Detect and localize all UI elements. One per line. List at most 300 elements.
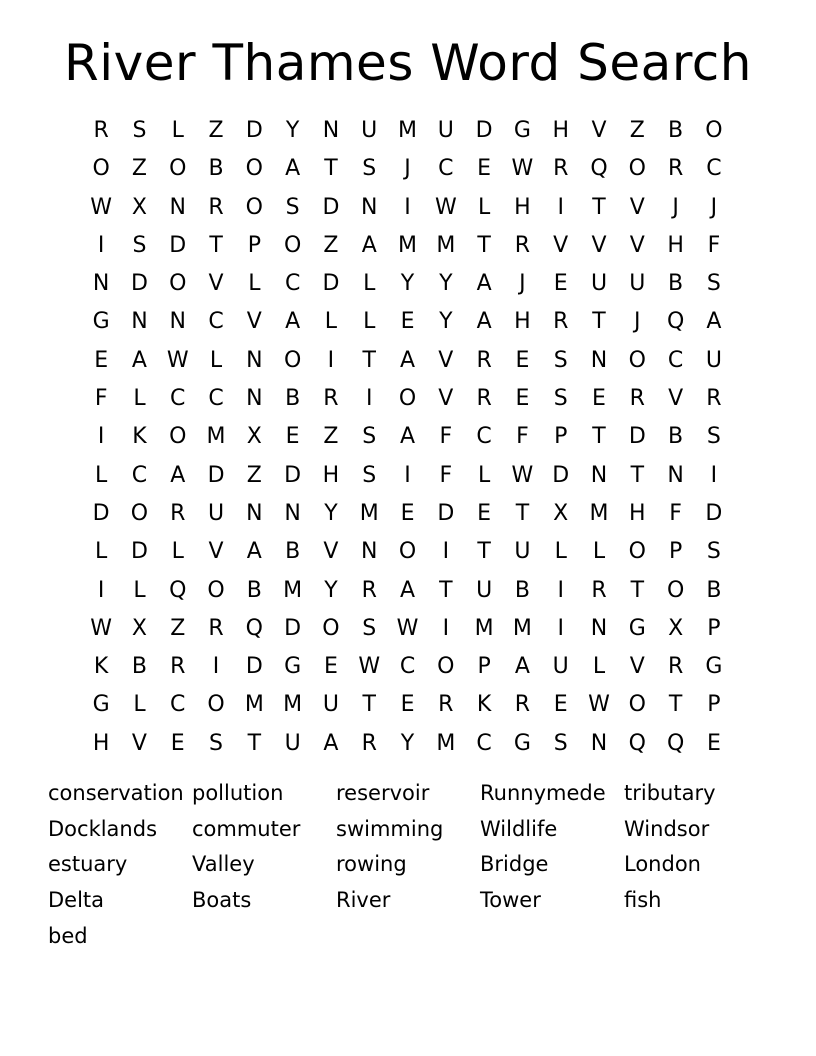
grid-letter: D [705,500,723,526]
grid-letter: Y [324,577,338,603]
grid-letter: R [170,500,186,526]
grid-letter: E [553,271,568,297]
grid-letter: F [439,462,453,488]
grid-letter: O [245,156,263,182]
grid-letter: E [285,424,300,450]
grid-letter: T [630,577,645,603]
grid-row [82,572,733,610]
grid-letter: I [404,462,411,488]
grid-letter: L [133,692,146,718]
grid-letter: N [169,309,186,335]
grid-letter: R [629,386,645,412]
grid-letter: E [323,654,338,680]
grid-letter: S [553,347,568,373]
grid-letter: O [169,424,187,450]
grid-letter: Z [131,156,147,182]
grid-letter: N [246,386,263,412]
grid-letter: R [93,118,109,143]
grid-letter: T [362,692,376,718]
word-list [48,776,768,954]
grid-letter: G [284,654,302,680]
grid-letter: I [212,654,220,680]
grid-letter: Z [323,232,339,258]
grid-letter: S [362,462,377,488]
grid-letter: N [246,347,263,373]
grid-letter: T [630,462,645,488]
grid-letter: N [590,462,608,488]
grid-letter: J [634,309,641,335]
grid-letter: R [591,577,607,603]
word-list-item: London [624,852,701,877]
grid-letter: I [442,539,450,565]
word-list-item: River [336,888,391,913]
grid-row [82,533,733,571]
grid-letter: K [93,654,109,680]
grid-letter: U [590,271,608,297]
grid-letter: F [439,424,453,450]
grid-letter: I [557,615,564,641]
grid-letter: C [438,156,454,182]
grid-letter: S [706,424,721,450]
grid-letter: O [245,194,263,220]
grid-letter: I [404,194,411,220]
grid-letter: C [208,386,224,412]
grid-letter: L [554,539,567,565]
grid-letter: E [400,309,415,335]
grid-letter: B [208,156,224,182]
grid-letter: D [169,232,187,258]
grid-letter: T [668,692,683,718]
grid-letter: M [474,615,494,641]
grid-letter: S [362,156,377,182]
grid-letter: J [519,271,526,297]
grid-letter: C [476,730,492,756]
grid-letter: O [705,118,723,143]
grid-letter: U [437,118,454,143]
grid-letter: O [169,156,187,182]
grid-row [82,150,733,188]
grid-letter: R [514,692,531,718]
grid-letter: M [512,615,532,641]
word-list-item: commuter [192,816,301,841]
grid-row [82,380,733,418]
word-list-item: Valley [192,852,255,877]
word-list-item: swimming [336,816,444,841]
grid-letter: M [436,730,456,756]
grid-letter: U [361,118,378,143]
grid-letter: E [592,386,606,412]
grid-letter: G [705,654,723,680]
grid-letter: N [590,730,608,756]
grid-letter: K [476,692,492,718]
grid-letter: L [171,118,184,143]
grid-letter: C [284,271,301,297]
word-list-item: pollution [192,781,284,805]
grid-letter: V [591,118,607,143]
grid-letter: I [97,232,105,258]
grid-letter: T [592,424,606,450]
grid-letter: T [592,194,606,220]
grid-letter: N [131,309,148,335]
grid-letter: B [285,539,301,565]
grid-letter: E [477,500,492,526]
grid-letter: A [399,424,416,450]
grid-letter: T [324,156,338,182]
grid-letter: R [553,309,569,335]
grid-letter: E [170,730,185,756]
grid-letter: P [477,654,491,680]
grid-letter: O [628,347,646,373]
grid-letter: D [207,462,225,488]
grid-letter: R [553,156,569,182]
grid-letter: V [438,386,454,412]
grid-letter: Q [169,577,187,603]
grid-letter: R [170,654,186,680]
word-list-item: Windsor [624,816,710,841]
grid-letter: O [398,386,417,412]
grid-row [82,227,733,265]
grid-letter: O [628,156,646,182]
grid-letter: J [710,194,718,220]
grid-letter: C [131,462,148,488]
grid-letter: W [90,615,113,641]
grid-letter: V [629,194,645,220]
grid-letter: X [553,500,569,526]
grid-letter: C [667,347,684,373]
grid-letter: A [170,462,186,488]
grid-letter: N [322,118,340,143]
grid-letter: R [208,194,224,220]
grid-row [82,303,733,341]
grid-letter: L [324,309,338,335]
grid-letter: P [707,615,721,641]
grid-letter: F [669,500,682,526]
grid-letter: C [170,692,186,718]
grid-letter: E [94,347,109,373]
grid-letter: R [438,692,454,718]
grid-letter: V [629,232,645,258]
grid-letter: W [511,156,534,182]
grid-row [82,495,733,533]
grid-letter: I [327,347,335,373]
grid-letter: R [208,615,224,641]
grid-letter: M [244,692,264,718]
grid-letter: Z [246,462,262,488]
grid-letter: D [245,118,263,143]
grid-letter: X [668,615,684,641]
grid-letter: I [710,462,718,488]
grid-letter: D [130,539,148,565]
page-title: River Thames Word Search [64,34,752,92]
grid-letter: U [476,577,493,603]
grid-letter: D [130,271,148,297]
grid-row [82,648,733,686]
grid-letter: D [92,500,110,526]
grid-letter: A [514,654,530,680]
grid-letter: U [322,692,339,718]
grid-letter: M [283,692,303,718]
grid-letter: I [97,577,105,603]
grid-letter: E [515,347,530,373]
grid-letter: U [514,539,531,565]
grid-letter: U [284,730,301,756]
grid-letter: S [362,615,377,641]
grid-row [82,418,733,456]
grid-letter: N [284,500,301,526]
grid-letter: M [283,577,303,603]
word-list-item: fish [624,888,662,913]
grid-letter: O [92,156,110,182]
grid-letter: P [247,232,261,258]
word-list-item: Bridge [480,852,549,877]
grid-letter: R [514,232,531,258]
grid-letter: P [554,424,568,450]
grid-letter: D [245,654,263,680]
grid-letter: H [629,500,646,526]
grid-letter: V [208,271,224,297]
grid-letter: M [398,232,418,258]
grid-letter: S [285,194,300,220]
grid-letter: H [92,730,110,756]
grid-letter: T [477,232,491,258]
grid-letter: F [707,232,721,258]
grid-letter: V [668,386,684,412]
grid-letter: H [514,309,531,335]
grid-letter: A [361,232,377,258]
grid-letter: H [514,194,531,220]
word-list-item: Boats [192,888,252,913]
word-list-item: Delta [48,888,105,913]
grid-letter: I [557,194,564,220]
grid-letter: D [552,462,570,488]
word-list-item: bed [48,923,88,948]
grid-letter: U [207,500,225,526]
grid-letter: A [285,309,301,335]
grid-letter: M [436,232,456,258]
grid-letter: H [667,232,684,258]
grid-letter: T [247,730,262,756]
grid-letter: E [515,386,530,412]
grid-letter: S [209,730,224,756]
grid-letter: L [363,309,376,335]
grid-letter: D [628,424,646,450]
grid-letter: F [94,386,108,412]
grid-letter: E [400,500,415,526]
grid-letter: I [557,577,564,603]
grid-letter: C [399,654,416,680]
grid-letter: Y [439,271,453,297]
grid-letter: E [706,730,721,756]
grid-letter: O [130,500,149,526]
grid-letter: L [248,271,261,297]
grid-letter: Z [629,118,645,143]
grid-letter: D [322,194,340,220]
grid-letter: S [706,271,721,297]
grid-letter: B [285,386,301,412]
grid-letter: W [588,692,610,718]
grid-letter: R [667,156,684,182]
grid-letter: L [477,194,491,220]
grid-letter: B [131,654,147,680]
grid-letter: L [133,386,146,412]
grid-letter: R [476,386,492,412]
grid-letter: C [170,386,186,412]
grid-letter: D [284,462,302,488]
grid-letter: R [361,577,377,603]
grid-letter: T [515,500,530,526]
grid-letter: L [133,577,146,603]
grid-letter: G [628,615,646,641]
grid-letter: L [363,271,376,297]
grid-letter: T [439,577,453,603]
grid-letter: N [246,500,263,526]
grid-letter: W [90,194,113,220]
grid-letter: N [360,539,378,565]
grid-letter: A [246,539,262,565]
grid-letter: R [476,347,492,373]
grid-letter: U [705,347,722,373]
grid-letter: F [516,424,529,450]
grid-letter: H [552,118,569,143]
grid-letter: V [208,539,224,565]
grid-letter: D [437,500,455,526]
grid-letter: I [442,615,450,641]
grid-letter: A [476,271,492,297]
grid-letter: S [132,118,147,143]
grid-letter: R [706,386,722,412]
grid-letter: Y [324,500,338,526]
grid-letter: M [359,500,379,526]
grid-letter: B [668,271,684,297]
grid-letter: O [398,539,417,565]
grid-row [82,610,733,648]
word-list-item: estuary [48,852,128,877]
grid-letter: U [629,271,646,297]
grid-letter: D [284,615,302,641]
grid-letter: J [404,156,411,182]
grid-letter: S [362,424,377,450]
word-list-item: reservoir [336,781,430,805]
grid-letter: N [92,271,110,297]
word-list-item: Wildlife [480,816,558,841]
letter-grid [82,112,733,763]
grid-letter: O [283,232,302,258]
grid-letter: E [400,692,415,718]
grid-letter: G [513,730,531,756]
grid-letter: Q [590,156,608,182]
grid-letter: N [590,615,608,641]
grid-letter: T [592,309,606,335]
grid-letter: X [131,194,147,220]
grid-letter: N [590,347,608,373]
grid-letter: G [513,118,531,143]
grid-letter: X [246,424,262,450]
grid-letter: H [322,462,340,488]
grid-letter: B [668,118,684,143]
grid-letter: L [95,539,108,565]
grid-letter: B [668,424,684,450]
grid-letter: A [476,309,492,335]
word-list-item: rowing [336,852,407,877]
grid-letter: W [511,462,534,488]
grid-letter: U [552,654,569,680]
grid-letter: O [322,615,340,641]
grid-row [82,457,733,495]
grid-letter: J [672,194,679,220]
grid-letter: N [360,194,378,220]
word-list-item: tributary [624,781,716,805]
grid-letter: V [553,232,569,258]
grid-row [82,686,733,724]
grid-letter: X [131,615,147,641]
grid-letter: C [208,309,224,335]
grid-letter: L [592,654,606,680]
grid-letter: R [323,386,339,412]
grid-row [82,725,733,763]
grid-letter: O [628,539,646,565]
word-list-item: Runnymede [480,781,606,805]
grid-letter: E [477,156,492,182]
word-list-item: Tower [480,888,541,913]
grid-letter: K [132,424,147,450]
grid-letter: Z [170,615,186,641]
grid-letter: A [131,347,147,373]
grid-letter: O [437,654,455,680]
grid-letter: V [629,654,645,680]
grid-letter: V [246,309,262,335]
grid-letter: A [285,156,301,182]
grid-letter: Y [400,271,415,297]
grid-letter: Q [628,730,646,756]
grid-letter: S [553,386,568,412]
grid-letter: M [206,424,226,450]
grid-letter: Z [208,118,224,143]
grid-letter: V [323,539,339,565]
grid-letter: C [706,156,722,182]
grid-letter: R [361,730,377,756]
grid-letter: L [95,462,108,488]
grid-letter: Q [666,309,685,335]
grid-row [82,265,733,303]
grid-letter: O [169,271,187,297]
grid-letter: A [399,577,416,603]
grid-letter: E [553,692,568,718]
word-list-item: conservation [48,781,184,805]
grid-row [82,112,733,150]
grid-letter: L [477,462,491,488]
grid-letter: O [666,577,685,603]
grid-letter: G [92,309,110,335]
grid-letter: R [667,654,684,680]
grid-letter: V [591,232,607,258]
grid-letter: N [667,462,684,488]
grid-letter: L [209,347,223,373]
grid-letter: O [207,577,225,603]
grid-letter: N [169,194,186,220]
grid-letter: W [166,347,189,373]
grid-letter: V [438,347,454,373]
grid-letter: T [477,539,491,565]
grid-row [82,342,733,380]
grid-letter: Q [245,615,263,641]
grid-letter: B [514,577,530,603]
grid-letter: C [476,424,492,450]
grid-letter: W [358,654,381,680]
grid-letter: I [365,386,373,412]
grid-letter: D [322,271,340,297]
grid-letter: B [706,577,722,603]
grid-letter: P [668,539,683,565]
